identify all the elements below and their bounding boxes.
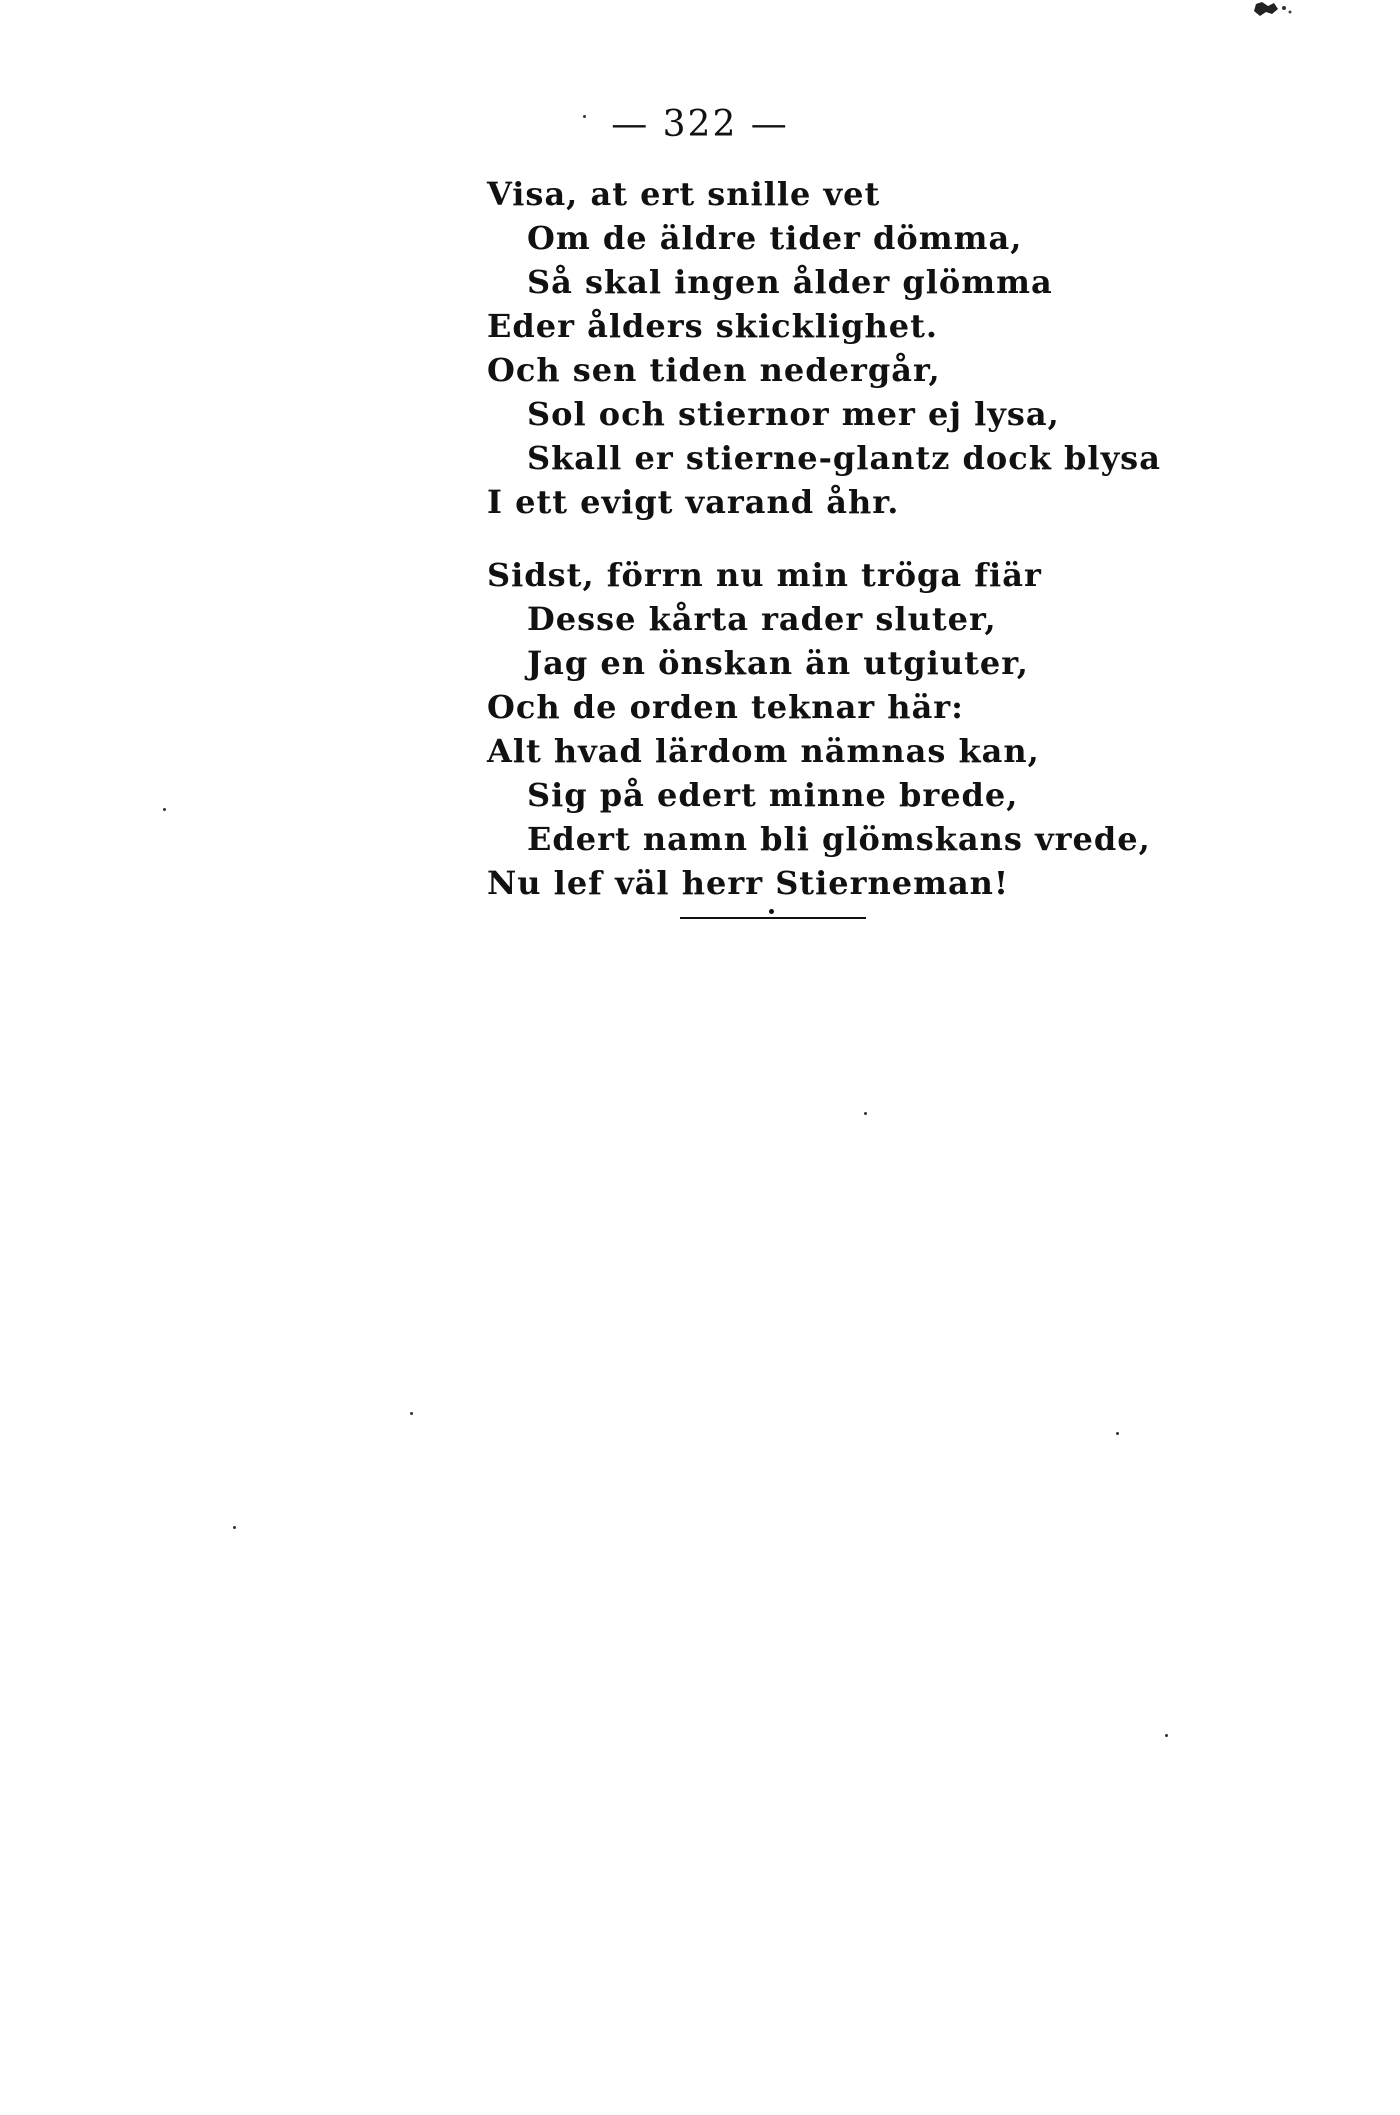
- poem-line: Desse kårta rader sluter,: [527, 600, 997, 638]
- poem-line: Och de orden teknar här:: [487, 688, 964, 726]
- poem-line: Alt hvad lärdom nämnas kan,: [487, 732, 1040, 770]
- poem-line: Sig på edert minne brede,: [527, 776, 1019, 814]
- paper-speck: [1116, 1432, 1119, 1435]
- poem-line: Om de äldre tider dömma,: [527, 219, 1023, 257]
- paper-speck: [583, 115, 586, 118]
- poem-stanza-2: [487, 553, 1307, 905]
- poem-stanza-1: [487, 172, 1307, 524]
- poem-line: Sol och stiernor mer ej lysa,: [527, 395, 1060, 433]
- poem-line: Så skal ingen ålder glömma: [527, 263, 1053, 301]
- page-number: — 322 —: [611, 104, 789, 145]
- end-rule-divider: [680, 917, 866, 919]
- ink-blot-mark: [1248, 0, 1308, 22]
- end-rule-dot: [769, 909, 774, 914]
- poem-line: Eder ålders skicklighet.: [487, 307, 938, 345]
- poem-line: Visa, at ert snille vet: [487, 175, 881, 213]
- poem-line: Skall er stierne-glantz dock blysa: [527, 439, 1161, 477]
- paper-speck: [1165, 1734, 1168, 1737]
- poem-line: Och sen tiden nedergår,: [487, 351, 941, 389]
- paper-speck: [163, 808, 166, 811]
- paper-speck: [233, 1526, 236, 1529]
- poem-line: Edert namn bli glömskans vrede,: [527, 820, 1151, 858]
- poem-line: Jag en önskan än utgiuter,: [527, 644, 1029, 682]
- poem-line: I ett evigt varand åhr.: [487, 483, 900, 521]
- paper-speck: [410, 1412, 413, 1415]
- poem-line: Nu lef väl herr Stierneman!: [487, 864, 1009, 902]
- paper-speck: [864, 1112, 867, 1115]
- poem-line: Sidst, förrn nu min tröga fiär: [487, 556, 1042, 594]
